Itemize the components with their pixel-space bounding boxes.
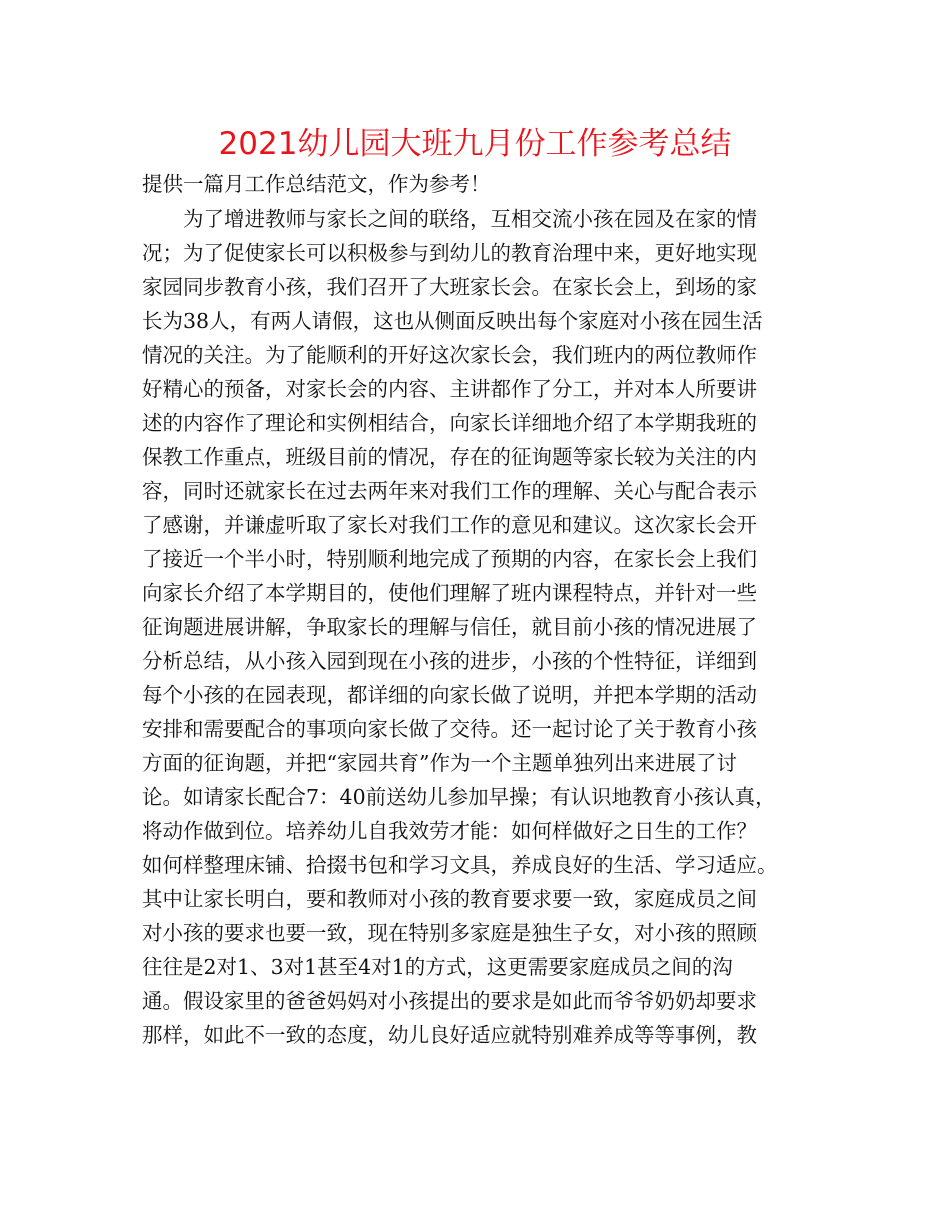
paragraph-line: 为了增进教师与家长之间的联络，互相交流小孩在园及在家的情 (142, 207, 757, 231)
paragraph-line: 容，同时还就家长在过去两年来对我们工作的理解、关心与配合表示 (142, 479, 757, 503)
paragraph (142, 202, 832, 1052)
paragraph-line: 了感谢，并谦虚听取了家长对我们工作的意见和建议。这次家长会开 (142, 513, 757, 537)
paragraph-line: 每个小孩的在园表现，都详细的向家长做了说明，并把本学期的活动 (142, 683, 757, 707)
paragraph-line: 其中让家长明白，要和教师对小孩的教育要求要一致，家庭成员之间 (142, 887, 757, 911)
paragraph-line: 方面的征询题，并把“家园共育”作为一个主题单独列出来进展了讨 (142, 751, 737, 775)
paragraph-line: 通。假设家里的爸爸妈妈对小孩提出的要求是如此而爷爷奶奶却要求 (142, 989, 757, 1013)
paragraph-line: 分析总结，从小孩入园到现在小孩的进步，小孩的个性特征，详细到 (142, 649, 757, 673)
paragraph-line: 将动作做到位。培养幼儿自我效劳才能：如何样做好之日生的工作？ (142, 819, 757, 843)
paragraph-line: 了接近一个半小时，特别顺利地完成了预期的内容，在家长会上我们 (142, 547, 757, 571)
paragraph-line: 安排和需要配合的事项向家长做了交待。还一起讨论了关于教育小孩 (142, 717, 757, 741)
intro-line: 提供一篇月工作总结范文，作为参考！ (142, 172, 491, 196)
paragraph-line: 对小孩的要求也要一致，现在特别多家庭是独生子女，对小孩的照顾 (142, 921, 757, 945)
paragraph-line: 向家长介绍了本学期目的，使他们理解了班内课程特点，并针对一些 (142, 581, 757, 605)
paragraph-line: 长为38人，有两人请假，这也从侧面反映出每个家庭对小孩在园生活 (142, 309, 763, 333)
document-title: 2021幼儿园大班九月份工作参考总结 (218, 126, 732, 162)
paragraph-line: 家园同步教育小孩，我们召开了大班家长会。在家长会上，到场的家 (142, 275, 757, 299)
paragraph-line: 那样，如此不一致的态度，幼儿良好适应就特别难养成等等事例，教 (142, 1023, 757, 1047)
paragraph-line: 好精心的预备，对家长会的内容、主讲都作了分工，并对本人所要讲 (142, 377, 757, 401)
paragraph-line: 保教工作重点，班级目前的情况，存在的征询题等家长较为关注的内 (142, 445, 757, 469)
paragraph-line: 征询题进展讲解，争取家长的理解与信任，就目前小孩的情况进展了 (142, 615, 757, 639)
paragraph-line: 情况的关注。为了能顺利的开好这次家长会，我们班内的两位教师作 (142, 343, 757, 367)
paragraph-line: 往往是2对1、3对1甚至4对1的方式，这更需要家庭成员之间的沟 (142, 955, 733, 979)
paragraph-line: 如何样整理床铺、拾掇书包和学习文具，养成良好的生活、学习适应。 (142, 853, 778, 877)
paragraph-line: 述的内容作了理论和实例相结合，向家长详细地介绍了本学期我班的 (142, 411, 757, 435)
paragraph-line: 况；为了促使家长可以积极参与到幼儿的教育治理中来，更好地实现 (142, 241, 757, 265)
document-body (142, 166, 832, 1052)
paragraph-line: 论。如请家长配合7：40前送幼儿参加早操；有认识地教育小孩认真， (142, 785, 776, 809)
